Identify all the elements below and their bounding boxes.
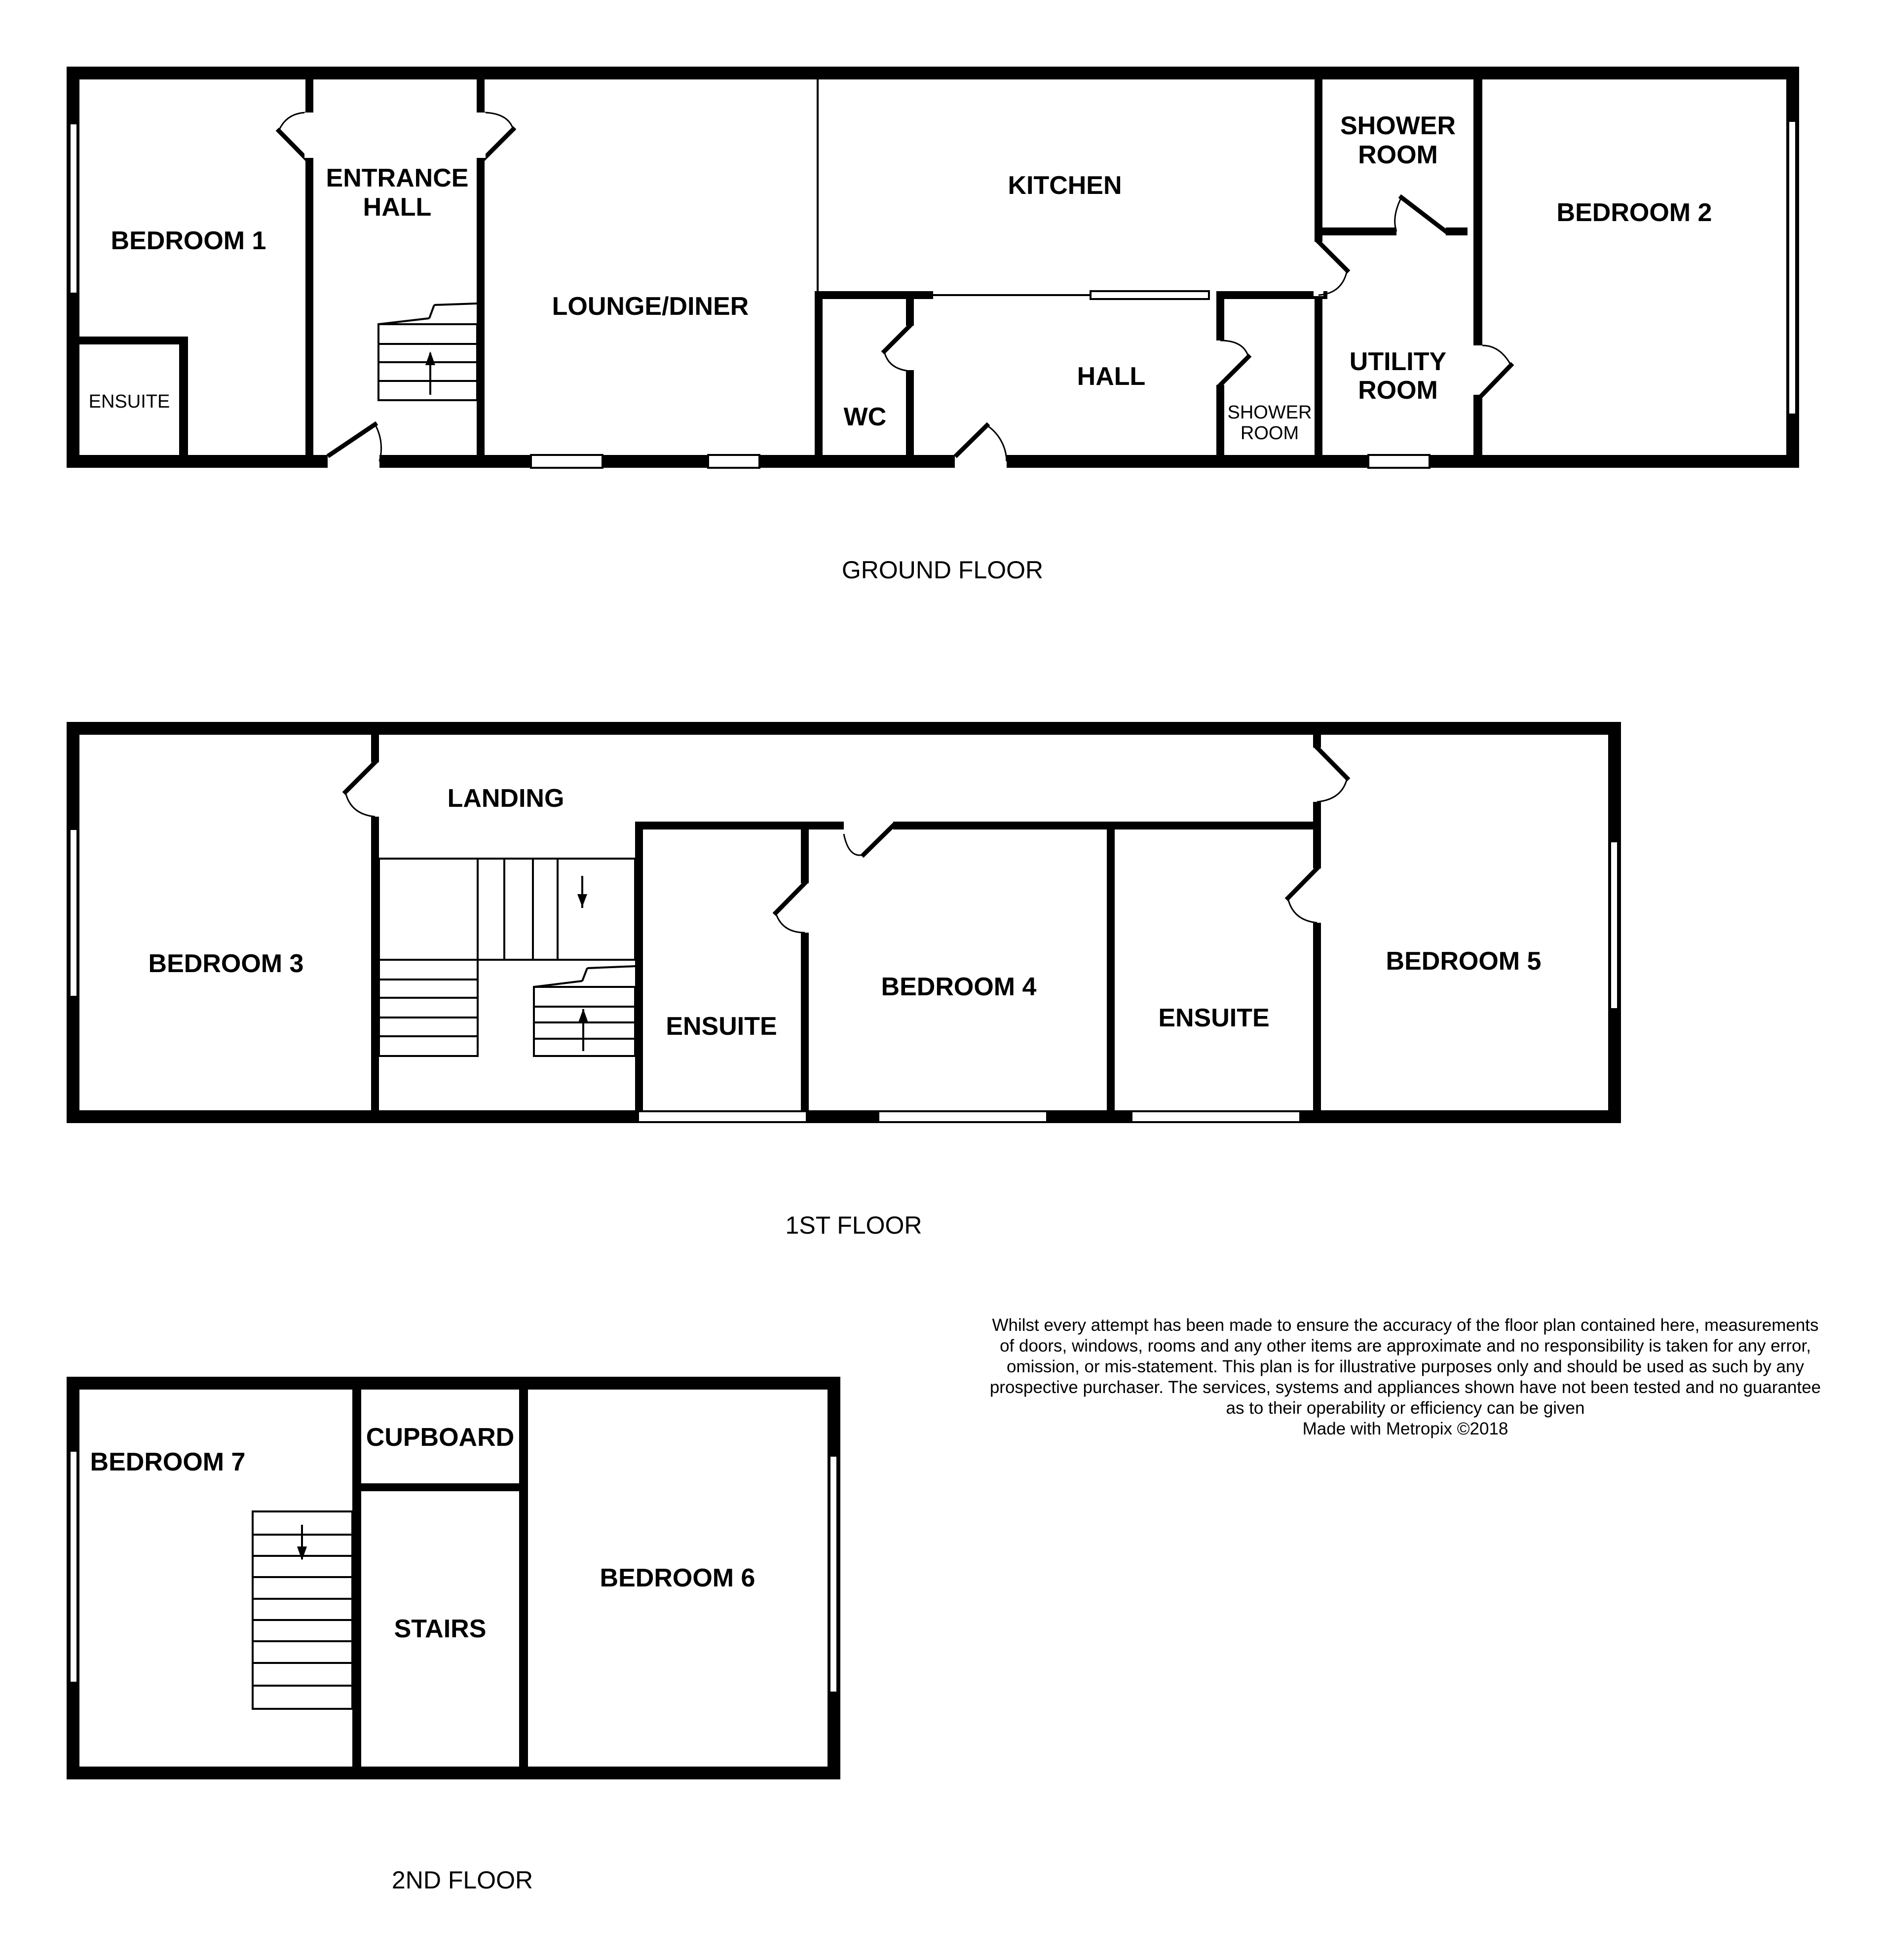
disclaimer-line-3: omission, or mis-statement. This plan is for illustrative purposes only and should be used as such by any [1007, 1357, 1804, 1376]
shower-room-label-line2: ROOM [1358, 141, 1438, 169]
ensuite-a-label: ENSUITE [666, 1012, 777, 1041]
ensuite-b-label: ENSUITE [1158, 1004, 1270, 1032]
landing-label: LANDING [447, 784, 565, 813]
hall-label: HALL [1077, 362, 1146, 391]
ensuite-label: ENSUITE [88, 391, 170, 412]
bedroom2-label: BEDROOM 2 [1556, 198, 1712, 227]
entrance-hall-stairs [378, 303, 477, 400]
bedroom5-label: BEDROOM 5 [1386, 947, 1542, 976]
disclaimer-line-5: as to their operability or efficiency can be given [1226, 1398, 1585, 1418]
ground-floor-title: GROUND FLOOR [841, 556, 1044, 584]
disclaimer-line-4: prospective purchaser. The services, systems and appliances shown have not been tested and no guarantee [989, 1378, 1821, 1397]
landing-stairs [379, 859, 635, 1056]
stairs-label: STAIRS [394, 1615, 487, 1643]
lounge-diner-label: LOUNGE/DINER [552, 292, 749, 321]
ground-floor [67, 67, 1799, 584]
disclaimer [990, 1316, 1821, 1438]
shower-room-small-label-line2: ROOM [1240, 423, 1299, 444]
wc-label: WC [843, 403, 887, 431]
cupboard-label: CUPBOARD [366, 1423, 515, 1452]
disclaimer-line-2: of doors, windows, rooms and any other items are approximate and no responsibility is taken for any error, [1000, 1336, 1811, 1356]
first-floor [67, 722, 1621, 1239]
shower-room-label-line1: SHOWER [1340, 112, 1456, 140]
bedroom1-label: BEDROOM 1 [111, 226, 266, 255]
utility-room-label-line1: UTILITY [1349, 347, 1447, 376]
first-floor-title: 1ST FLOOR [785, 1211, 922, 1239]
shower-room-small-label-line1: SHOWER [1227, 402, 1312, 423]
entrance-hall-label-line2: HALL [363, 193, 432, 222]
bedroom3-label: BEDROOM 3 [148, 949, 304, 978]
bedroom6-label: BEDROOM 6 [600, 1564, 755, 1592]
utility-room-label-line2: ROOM [1358, 376, 1438, 405]
second-floor [67, 1377, 840, 1894]
disclaimer-line-1: Whilst every attempt has been made to ensure the accuracy of the floor plan contained here, measurements [992, 1316, 1819, 1335]
bedroom7-label: BEDROOM 7 [90, 1448, 246, 1476]
entrance-hall-label-line1: ENTRANCE [326, 164, 469, 192]
disclaimer-line-6: Made with Metropix ©2018 [1302, 1419, 1508, 1438]
second-floor-title: 2ND FLOOR [391, 1866, 533, 1894]
bedroom7-stairs [253, 1511, 352, 1709]
kitchen-label: KITCHEN [1008, 171, 1122, 200]
bedroom4-label: BEDROOM 4 [881, 973, 1037, 1001]
